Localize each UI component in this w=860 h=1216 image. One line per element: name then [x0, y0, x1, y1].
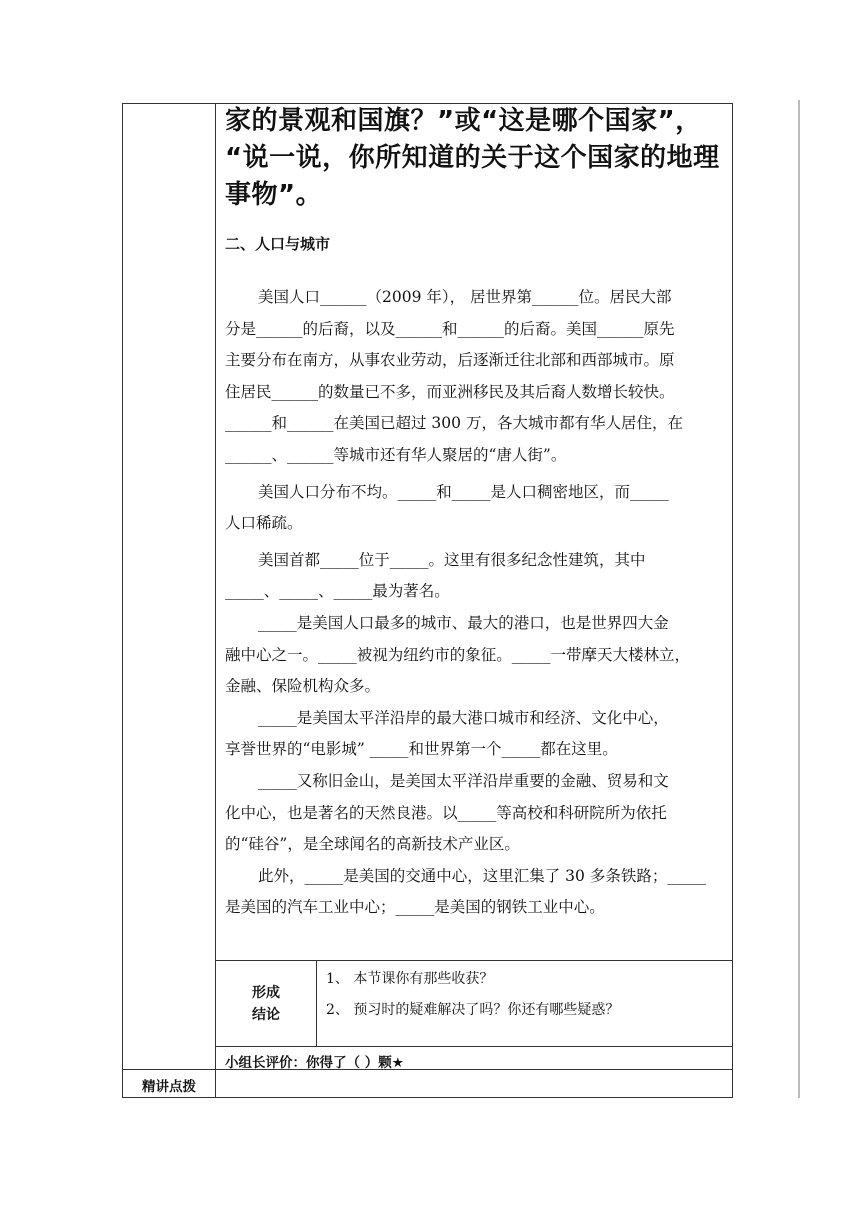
- jingjiang-dianbo-label: 精讲点拨: [142, 1079, 196, 1095]
- conclusion-top-border: [215, 960, 733, 961]
- page-margin-rule: [798, 100, 800, 1098]
- paragraph-line: 化中心，也是著名的天然良港。以_____等高校和科研院所为依托: [225, 803, 667, 822]
- paragraph-line: 金融、保险机构众多。: [225, 677, 381, 696]
- large-text-line: “说一说，你所知道的关于这个国家的地理: [225, 143, 720, 173]
- paragraph-line: 住居民______的数量已不多，而亚洲移民及其后裔人数增长较快。: [225, 382, 675, 401]
- conclusion-label: [216, 982, 316, 1026]
- paragraph-line: 美国人口分布不均。_____和_____是人口稠密地区，而_____: [258, 482, 669, 501]
- table-left-border: [122, 103, 123, 1097]
- conclusion-label-line: 形成: [252, 985, 280, 1001]
- paragraph-line: 美国首都_____位于_____。这里有很多纪念性建筑，其中: [258, 550, 646, 569]
- section-heading: 二、人口与城市: [225, 235, 331, 253]
- paragraph-line: 享誉世界的“电影城” _____和世界第一个_____都在这里。: [225, 740, 618, 759]
- large-text-line: 事物”。: [225, 180, 323, 210]
- exercise-body: [225, 282, 730, 924]
- paragraph-line: 的“硅谷”，是全球闻名的高新技术产业区。: [225, 835, 520, 854]
- paragraph-line: _____是美国人口最多的城市、最大的港口，也是世界四大金: [258, 613, 669, 632]
- table-right-border: [732, 103, 733, 1097]
- paragraph-line: 美国人口______（2009 年）， 居世界第______位。居民大部: [258, 288, 672, 306]
- paragraph-line: ______和______在美国已超过 300 万，各大城市都有华人居住，在: [225, 414, 683, 433]
- table-col-divider: [215, 103, 216, 1097]
- jingjiang-row-top-border: [122, 1069, 733, 1070]
- table-bottom-border: [122, 1097, 733, 1098]
- paragraph-line: _____、_____、_____最为著名。: [225, 582, 450, 601]
- group-leader-evaluation: 小组长评价：你得了（ ）颗★: [225, 1055, 404, 1071]
- paragraph-line: 主要分布在南方，从事农业劳动，后逐渐迁往北部和西部城市。原: [225, 351, 675, 370]
- paragraph-line: _____又称旧金山，是美国太平洋沿岸重要的金融、贸易和文: [258, 771, 669, 790]
- paragraph-line: 人口稀疏。: [225, 514, 303, 533]
- large-text-line: 家的景观和国旗？”或“这是哪个国家”，: [225, 106, 702, 136]
- paragraph-line: 融中心之一。_____被视为纽约市的象征。_____一带摩天大楼林立，: [225, 645, 691, 664]
- paragraph-line: 分是______的后裔，以及______和______的后裔。美国______原先: [225, 319, 675, 338]
- evaluation-top-border: [215, 1046, 733, 1047]
- conclusion-question-2: 2、 预习时的疑难解决了吗？你还有哪些疑惑？: [326, 1002, 620, 1018]
- conclusion-question-1: 1、 本节课你有那些收获？: [326, 971, 494, 987]
- conclusion-label-line: 结论: [252, 1007, 280, 1023]
- large-question-text: [225, 103, 730, 214]
- paragraph-line: _____是美国太平洋沿岸的最大港口城市和经济、文化中心，: [258, 708, 669, 727]
- paragraph-line: 此外，_____是美国的交通中心，这里汇集了 30 多条铁路；_____: [258, 866, 707, 885]
- conclusion-col-divider: [316, 960, 317, 1046]
- paragraph-line: ______、______等城市还有华人聚居的“唐人街”。: [225, 445, 567, 464]
- paragraph-line: 是美国的汽车工业中心；_____是美国的钢铁工业中心。: [225, 898, 605, 917]
